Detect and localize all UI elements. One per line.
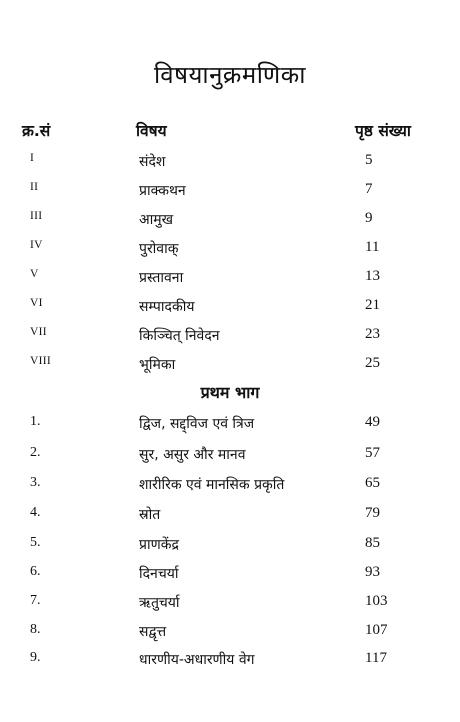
entry-subject: संदेश	[139, 154, 166, 170]
entry-number: IV	[30, 239, 43, 251]
toc-row	[0, 210, 460, 238]
entry-subject: ऋतुचर्या	[139, 595, 180, 611]
section-heading: प्रथम भाग	[200, 383, 260, 402]
entry-subject: प्रस्तावना	[139, 270, 184, 286]
toc-row	[0, 593, 460, 621]
entry-number: 4.	[30, 505, 41, 520]
entry-page: 11	[365, 239, 380, 255]
toc-row	[0, 622, 460, 650]
toc-row	[0, 355, 460, 383]
entry-subject: पुरोवाक्	[139, 241, 179, 257]
header-subject: विषय	[136, 122, 167, 140]
entry-page: 21	[365, 297, 380, 313]
toc-row	[0, 268, 460, 296]
header-page: पृष्ठ संख्या	[355, 122, 411, 140]
entry-number: 8.	[30, 622, 41, 637]
entry-number: VI	[30, 297, 43, 309]
entry-subject: सद्वृत्त	[139, 624, 167, 640]
entry-page: 65	[365, 475, 380, 491]
entry-subject: स्रोत	[139, 507, 161, 523]
entry-number: VII	[30, 326, 47, 338]
header-number: क्र.सं	[22, 122, 51, 140]
entry-number: 7.	[30, 593, 41, 608]
entry-number: VIII	[30, 355, 51, 367]
entry-page: 7	[365, 181, 373, 197]
toc-row	[0, 414, 460, 442]
toc-row	[0, 326, 460, 354]
entry-page: 117	[365, 650, 387, 666]
entry-subject: आमुख	[139, 212, 174, 228]
entry-number: III	[30, 210, 43, 222]
entry-number: 9.	[30, 650, 41, 665]
entry-page: 103	[365, 593, 388, 609]
entry-page: 93	[365, 564, 380, 580]
table-header	[0, 119, 460, 145]
toc-row	[0, 297, 460, 325]
entry-subject: किञ्चित् निवेदन	[139, 328, 220, 344]
page-title: विषयानुक्रमणिका	[154, 61, 306, 89]
entry-page: 79	[365, 505, 380, 521]
entry-number: 6.	[30, 564, 41, 579]
toc-row	[0, 152, 460, 180]
entry-page: 49	[365, 414, 380, 430]
entry-number: I	[30, 152, 35, 164]
toc-row	[0, 505, 460, 533]
toc-row	[0, 535, 460, 563]
entry-number: V	[30, 268, 39, 280]
toc-row	[0, 475, 460, 503]
entry-page: 85	[365, 535, 380, 551]
entry-number: 3.	[30, 475, 41, 490]
toc-row	[0, 181, 460, 209]
entry-page: 57	[365, 445, 380, 461]
entry-number: 1.	[30, 414, 41, 429]
entry-page: 23	[365, 326, 380, 342]
entry-subject: धारणीय-अधारणीय वेग	[139, 652, 255, 668]
entry-subject: सुर, असुर और मानव	[139, 447, 246, 463]
toc-row	[0, 564, 460, 592]
entry-subject: दिनचर्या	[139, 566, 179, 582]
entry-page: 9	[365, 210, 373, 226]
entry-subject: भूमिका	[139, 357, 176, 373]
entry-subject: सम्पादकीय	[139, 299, 195, 315]
toc-row	[0, 650, 460, 678]
entry-page: 13	[365, 268, 380, 284]
entry-page: 107	[365, 622, 388, 638]
entry-number: 2.	[30, 445, 41, 460]
entry-number: 5.	[30, 535, 41, 550]
toc-row	[0, 445, 460, 473]
entry-page: 25	[365, 355, 380, 371]
entry-subject: शारीरिक एवं मानसिक प्रकृति	[139, 477, 285, 493]
entry-subject: प्राणकेंद्र	[139, 537, 179, 553]
entry-subject: द्विज, सद्द्विज एवं त्रिज	[139, 416, 255, 432]
entry-number: II	[30, 181, 39, 193]
entry-page: 5	[365, 152, 373, 168]
toc-row	[0, 239, 460, 267]
entry-subject: प्राक्कथन	[139, 183, 186, 199]
